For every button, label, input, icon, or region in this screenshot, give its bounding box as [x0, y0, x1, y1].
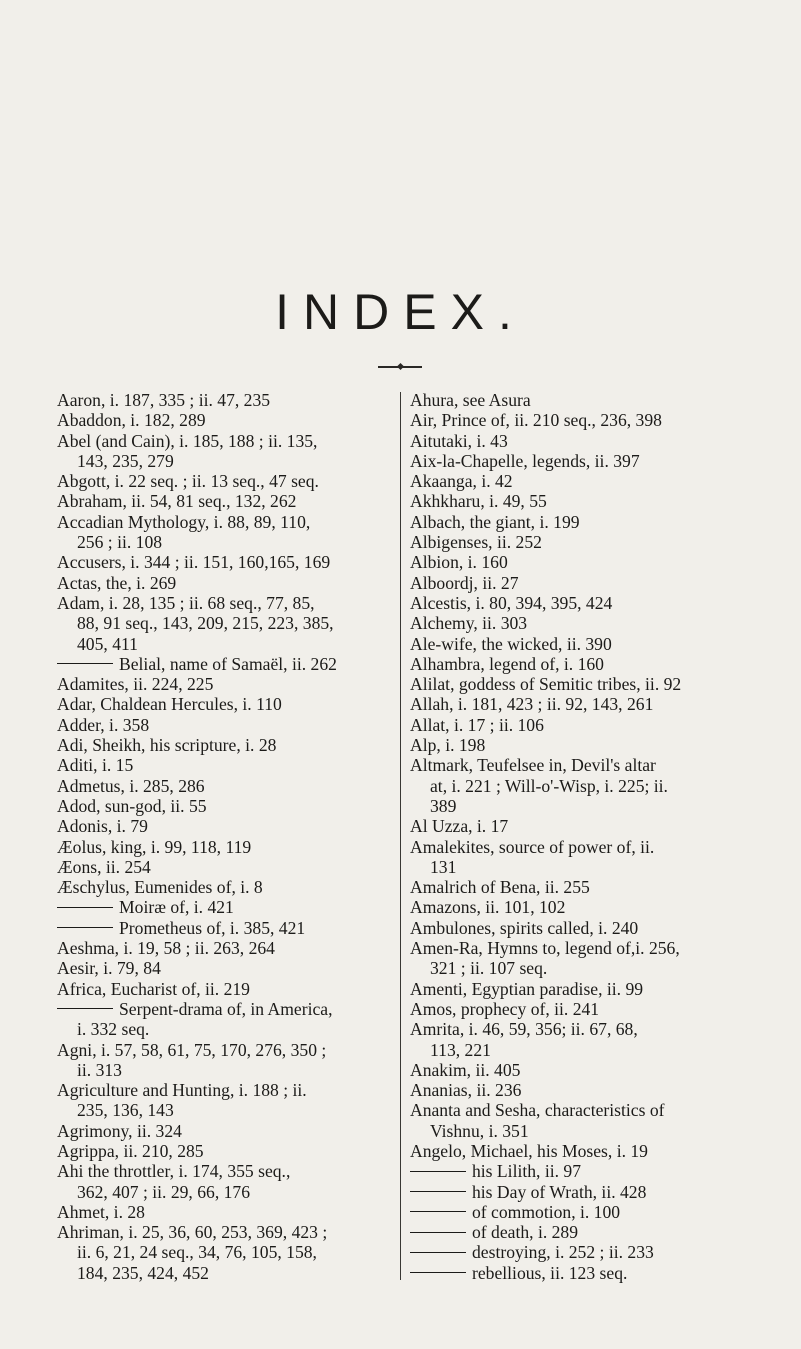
index-subentry: [410, 1242, 755, 1262]
index-text: Amalrich of Bena, ii. 255: [410, 877, 590, 898]
index-entry: [57, 1222, 392, 1242]
index-entry: [410, 532, 755, 552]
index-subentry: [410, 1182, 755, 1202]
index-entry: [57, 796, 392, 816]
index-text: rebellious, ii. 123 seq.: [472, 1262, 628, 1283]
index-text: Aeshma, i. 19, 58 ; ii. 263, 264: [57, 938, 275, 959]
ditto-dash: [57, 663, 113, 664]
index-entry: [410, 654, 755, 674]
index-entry: [57, 593, 392, 613]
index-text: Amazons, ii. 101, 102: [410, 897, 566, 918]
index-text: 184, 235, 424, 452: [77, 1262, 209, 1283]
index-text: Anakim, ii. 405: [410, 1059, 521, 1080]
index-entry-continuation: [410, 958, 755, 978]
index-text: 143, 235, 279: [77, 450, 174, 471]
index-text: 113, 221: [430, 1039, 491, 1060]
index-entry: [410, 431, 755, 451]
index-entry-continuation: [57, 1100, 392, 1120]
index-entry: [410, 918, 755, 938]
index-entry: [410, 755, 755, 775]
index-text: his Day of Wrath, ii. 428: [472, 1181, 647, 1202]
index-text: Adi, Sheikh, his scripture, i. 28: [57, 735, 277, 756]
index-text: Abel (and Cain), i. 185, 188 ; ii. 135,: [57, 430, 318, 451]
index-entry: [410, 593, 755, 613]
index-text: Aaron, i. 187, 335 ; ii. 47, 235: [57, 390, 271, 410]
index-entry: [410, 877, 755, 897]
index-entry: [410, 694, 755, 714]
column-divider: [400, 392, 401, 1280]
index-entry: [410, 552, 755, 572]
index-subentry: [57, 654, 392, 674]
index-entry: [57, 1040, 392, 1060]
index-entry: [57, 674, 392, 694]
ditto-dash: [410, 1211, 466, 1212]
index-entry-continuation: [410, 796, 755, 816]
index-text: 321 ; ii. 107 seq.: [430, 958, 548, 979]
index-entry: [57, 491, 392, 511]
index-entry: [57, 958, 392, 978]
index-text: Aditi, i. 15: [57, 755, 134, 776]
index-text: Belial, name of Samaël, ii. 262: [119, 653, 337, 674]
index-text: Agni, i. 57, 58, 61, 75, 170, 276, 350 ;: [57, 1039, 327, 1060]
index-entry: [410, 938, 755, 958]
index-text: 235, 136, 143: [77, 1100, 174, 1121]
index-text: Ahriman, i. 25, 36, 60, 253, 369, 423 ;: [57, 1222, 328, 1243]
index-text: Ananias, ii. 236: [410, 1080, 522, 1101]
ditto-dash: [410, 1191, 466, 1192]
index-subentry: [410, 1161, 755, 1181]
index-text: Allah, i. 181, 423 ; ii. 92, 143, 261: [410, 694, 654, 715]
index-entry: [57, 1121, 392, 1141]
index-text: Akaanga, i. 42: [410, 471, 513, 492]
index-text: Albion, i. 160: [410, 552, 508, 573]
index-entry: [410, 471, 755, 491]
index-entry: [410, 410, 755, 430]
index-text: Ahura, see Asura: [410, 390, 531, 410]
index-text: Alchemy, ii. 303: [410, 613, 528, 634]
index-entry: [57, 1080, 392, 1100]
index-text: Actas, the, i. 269: [57, 572, 177, 593]
index-entry-continuation: [57, 634, 392, 654]
index-entry: [57, 552, 392, 572]
index-entry: [57, 512, 392, 532]
index-text: Abgott, i. 22 seq. ; ii. 13 seq., 47 seq.: [57, 471, 319, 492]
index-entry: [57, 938, 392, 958]
index-entry: [410, 715, 755, 735]
ditto-dash: [410, 1232, 466, 1233]
index-entry: [410, 816, 755, 836]
index-text: Albach, the giant, i. 199: [410, 511, 580, 532]
title-ornament-divider: [378, 366, 422, 368]
index-entry: [410, 999, 755, 1019]
index-text: Amenti, Egyptian paradise, ii. 99: [410, 978, 644, 999]
index-text: Adonis, i. 79: [57, 816, 148, 837]
index-entry: [57, 410, 392, 430]
index-text: 389: [430, 795, 457, 816]
index-text: Africa, Eucharist of, ii. 219: [57, 978, 250, 999]
index-text: Adamites, ii. 224, 225: [57, 674, 214, 695]
index-text: his Lilith, ii. 97: [472, 1161, 581, 1182]
ditto-dash: [410, 1171, 466, 1172]
index-text: Abraham, ii. 54, 81 seq., 132, 262: [57, 491, 297, 512]
index-entry: [410, 1141, 755, 1161]
ditto-dash: [57, 907, 113, 908]
index-text: Adar, Chaldean Hercules, i. 110: [57, 694, 282, 715]
index-entry: [57, 573, 392, 593]
index-text: Al Uzza, i. 17: [410, 816, 509, 837]
index-text: Albigenses, ii. 252: [410, 532, 542, 553]
index-text: Allat, i. 17 ; ii. 106: [410, 714, 544, 735]
index-text: Adder, i. 358: [57, 714, 150, 735]
index-text: Air, Prince of, ii. 210 seq., 236, 398: [410, 410, 662, 431]
index-text: Æschylus, Eumenides of, i. 8: [57, 877, 263, 898]
index-text: of death, i. 289: [472, 1222, 579, 1243]
index-entry: [57, 1161, 392, 1181]
index-text: Aix-la-Chapelle, legends, ii. 397: [410, 450, 640, 471]
index-entry: [57, 715, 392, 735]
index-column-right: [410, 390, 755, 1283]
index-text: Vishnu, i. 351: [430, 1120, 529, 1141]
index-text: of commotion, i. 100: [472, 1201, 621, 1222]
index-text: Aitutaki, i. 43: [410, 430, 508, 451]
ditto-dash: [410, 1252, 466, 1253]
index-entry: [57, 471, 392, 491]
index-entry-continuation: [410, 857, 755, 877]
index-text: Prometheus of, i. 385, 421: [119, 917, 306, 938]
index-text: Accadian Mythology, i. 88, 89, 110,: [57, 511, 311, 532]
index-entry: [57, 694, 392, 714]
index-text: Æons, ii. 254: [57, 856, 151, 877]
index-entry-continuation: [57, 1242, 392, 1262]
index-entry: [57, 979, 392, 999]
index-text: Agrimony, ii. 324: [57, 1120, 182, 1141]
index-entry: [57, 390, 392, 410]
index-text: Altmark, Teufelsee in, Devil's altar: [410, 755, 656, 776]
index-entry: [410, 979, 755, 999]
index-text: Serpent-drama of, in America,: [119, 998, 333, 1019]
index-text: Ale-wife, the wicked, ii. 390: [410, 633, 612, 654]
index-entry: [410, 1060, 755, 1080]
index-text: Agrippa, ii. 210, 285: [57, 1140, 204, 1161]
index-entry: [57, 816, 392, 836]
index-subentry: [410, 1263, 755, 1283]
index-entry: [57, 755, 392, 775]
index-text: Amrita, i. 46, 59, 356; ii. 67, 68,: [410, 1019, 638, 1040]
index-text: 88, 91 seq., 143, 209, 215, 223, 385,: [77, 613, 334, 634]
index-text: i. 332 seq.: [77, 1019, 150, 1040]
index-entry: [57, 431, 392, 451]
index-text: ii. 6, 21, 24 seq., 34, 76, 105, 158,: [77, 1242, 317, 1263]
index-entry: [57, 776, 392, 796]
index-entry: [57, 735, 392, 755]
index-entry: [410, 390, 755, 410]
index-entry: [410, 1100, 755, 1120]
index-entry: [410, 837, 755, 857]
index-text: 131: [430, 856, 457, 877]
index-entry: [57, 1141, 392, 1161]
index-text: Accusers, i. 344 ; ii. 151, 160,165, 169: [57, 552, 331, 573]
index-text: Admetus, i. 285, 286: [57, 775, 205, 796]
index-text: Aesir, i. 79, 84: [57, 958, 161, 979]
index-entry: [410, 735, 755, 755]
index-text: Alhambra, legend of, i. 160: [410, 653, 604, 674]
ditto-dash: [57, 1008, 113, 1009]
index-entry: [57, 837, 392, 857]
index-text: 405, 411: [77, 633, 138, 654]
index-entry: [410, 491, 755, 511]
index-text: 256 ; ii. 108: [77, 532, 163, 553]
index-entry-continuation: [57, 1019, 392, 1039]
index-text: Amalekites, source of power of, ii.: [410, 836, 655, 857]
index-entry-continuation: [57, 1182, 392, 1202]
index-text: Angelo, Michael, his Moses, i. 19: [410, 1140, 648, 1161]
index-subentry: [57, 918, 392, 938]
index-text: Adod, sun-god, ii. 55: [57, 795, 207, 816]
index-text: Akhkharu, i. 49, 55: [410, 491, 547, 512]
index-text: Æolus, king, i. 99, 118, 119: [57, 836, 252, 857]
index-text: Moiræ of, i. 421: [119, 897, 234, 918]
ditto-dash: [57, 927, 113, 928]
index-text: Alp, i. 198: [410, 735, 486, 756]
index-text: Amos, prophecy of, ii. 241: [410, 998, 600, 1019]
index-entry-continuation: [410, 1121, 755, 1141]
index-entry: [410, 573, 755, 593]
index-entry: [410, 897, 755, 917]
index-entry-continuation: [410, 776, 755, 796]
index-subentry: [410, 1202, 755, 1222]
page-title: INDEX.: [275, 284, 526, 340]
index-entry: [57, 857, 392, 877]
index-text: Alboordj, ii. 27: [410, 572, 519, 593]
index-subentry: [57, 897, 392, 917]
index-entry-continuation: [57, 613, 392, 633]
index-text: Abaddon, i. 182, 289: [57, 410, 206, 431]
index-entry: [410, 1080, 755, 1100]
index-entry: [410, 674, 755, 694]
index-text: Alcestis, i. 80, 394, 395, 424: [410, 592, 613, 613]
index-entry: [57, 1202, 392, 1222]
index-entry: [410, 451, 755, 471]
index-entry-continuation: [410, 1040, 755, 1060]
index-entry: [410, 1019, 755, 1039]
index-text: Alilat, goddess of Semitic tribes, ii. 92: [410, 674, 682, 695]
index-text: at, i. 221 ; Will-o'-Wisp, i. 225; ii.: [430, 775, 668, 796]
index-text: Ahi the throttler, i. 174, 355 seq.,: [57, 1161, 291, 1182]
index-entry-continuation: [57, 451, 392, 471]
index-entry: [57, 877, 392, 897]
index-entry-continuation: [57, 1263, 392, 1283]
index-entry-continuation: [57, 532, 392, 552]
index-entry: [410, 512, 755, 532]
ditto-dash: [410, 1272, 466, 1273]
index-text: Ambulones, spirits called, i. 240: [410, 917, 639, 938]
index-column-left: [57, 390, 392, 1283]
index-text: Amen-Ra, Hymns to, legend of,i. 256,: [410, 938, 680, 959]
index-subentry: [410, 1222, 755, 1242]
index-text: Adam, i. 28, 135 ; ii. 68 seq., 77, 85,: [57, 592, 315, 613]
index-text: Agriculture and Hunting, i. 188 ; ii.: [57, 1080, 307, 1101]
index-entry: [410, 634, 755, 654]
index-entry-continuation: [57, 1060, 392, 1080]
index-entry: [410, 613, 755, 633]
index-text: ii. 313: [77, 1059, 122, 1080]
index-text: destroying, i. 252 ; ii. 233: [472, 1242, 654, 1263]
index-subentry: [57, 999, 392, 1019]
index-text: Ahmet, i. 28: [57, 1201, 145, 1222]
index-text: 362, 407 ; ii. 29, 66, 176: [77, 1181, 251, 1202]
index-text: Ananta and Sesha, characteristics of: [410, 1100, 665, 1121]
